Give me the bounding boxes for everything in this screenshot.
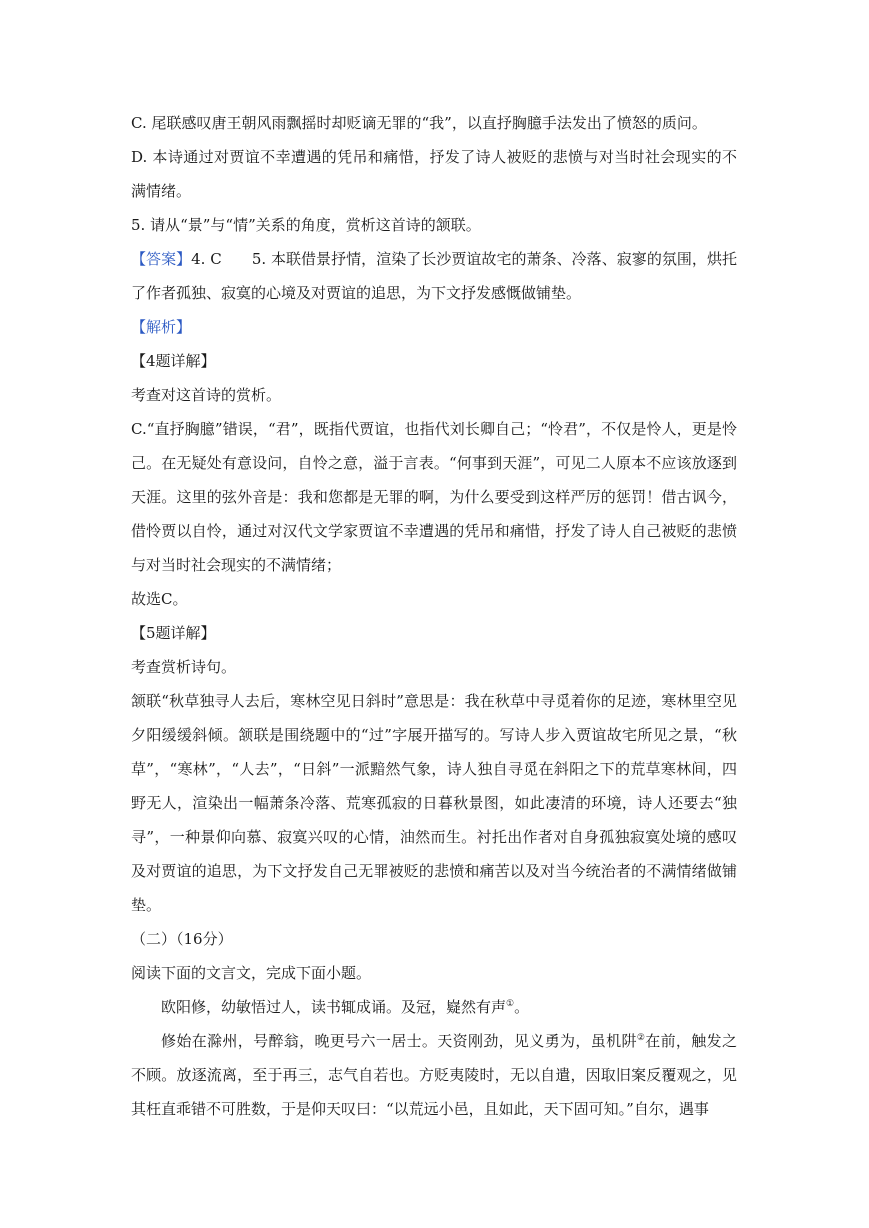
document-body bbox=[131, 106, 737, 1126]
question-5: 5. 请从“景”与“情”关系的角度，赏析这首诗的颔联。 bbox=[131, 216, 481, 234]
option-d: D. 本诗通过对贾谊不幸遭遇的凭吊和痛惜，抒发了诗人被贬的悲愤与对当时社会现实的不满情绪。 bbox=[131, 148, 737, 200]
answer-line bbox=[131, 242, 737, 310]
analysis-tag: 【解析】 bbox=[131, 318, 192, 336]
option-c: C. 尾联感叹唐王朝风雨飘摇时却贬谪无罪的“我”，以直抒胸臆手法发出了愤怒的质问。 bbox=[131, 114, 707, 132]
passage-1-text: 欧阳修，幼敏悟过人，读书辄成诵。及冠，嶷然有声 bbox=[161, 998, 507, 1016]
q4-heading: 【4题详解】 bbox=[131, 352, 216, 370]
passage-2-text-b: 在前，触发之不顾。放逐流离，至于再三，志气自若也。方贬夷陵时，无以自遣，因取旧案反覆观之，见其枉直乖错不可胜数，于是仰天叹曰：“以荒远小邑，且如此，天下固可知。”自尔，遇事 bbox=[131, 1032, 737, 1118]
passage-2-text-a: 修始在滁州，号醉翁，晚更号六一居士。天资刚劲，见义勇为，虽机阱 bbox=[161, 1032, 637, 1050]
q4-body: C.“直抒胸臆”错误，“君”，既指代贾谊，也指代刘长卿自己；“怜君”，不仅是怜人，更是怜己。在无疑处有意设问，自怜之意，溢于言表。“何事到天涯”，可见二人原本不应该放逐到天涯。这里的弦外音是：我和您都是无罪的啊，为什么要受到这样严厉的惩罚！借古讽今，借怜贾以自怜，通过对汉代文学家贾谊不幸遭遇的凭吊和痛惜，抒发了诗人自己被贬的悲愤与对当时社会现实的不满情绪； bbox=[131, 420, 737, 574]
q4-choice: 故选C。 bbox=[131, 590, 188, 608]
passage-paragraph-1 bbox=[131, 990, 737, 1024]
q5-intro: 考查赏析诗句。 bbox=[131, 658, 237, 676]
section-2-heading: （二）（16分） bbox=[131, 930, 233, 948]
passage-paragraph-2 bbox=[131, 1024, 737, 1126]
passage-1-end: 。 bbox=[514, 998, 530, 1016]
section-2-instruction: 阅读下面的文言文，完成下面小题。 bbox=[131, 964, 372, 982]
answer-tag: 【答案】 bbox=[131, 250, 192, 268]
footnote-marker-2: ② bbox=[636, 1033, 646, 1043]
answer-text: 4. C 5. 本联借景抒情，渲染了长沙贾谊故宅的萧条、冷落、寂寥的氛围，烘托了作者孤独、寂寞的心境及对贾谊的追思，为下文抒发感慨做铺垫。 bbox=[131, 250, 737, 302]
q5-heading: 【5题详解】 bbox=[131, 624, 216, 642]
q4-intro: 考查对这首诗的赏析。 bbox=[131, 386, 282, 404]
q5-body: 颔联“秋草独寻人去后，寒林空见日斜时”意思是：我在秋草中寻觅着你的足迹，寒林里空见夕阳缓缓斜倾。颔联是围绕题中的“过”字展开描写的。写诗人步入贾谊故宅所见之景，“秋草”，“寒林”，“人去”，“日斜”一派黯然气象，诗人独自寻觅在斜阳之下的荒草寒林间，四野无人，渲染出一幅萧条冷落、荒寒孤寂的日暮秋景图，如此凄清的环境，诗人还要去“独寻”，一种景仰向慕、寂寞兴叹的心情，油然而生。衬托出作者对自身孤独寂寞处境的感叹及对贾谊的追思，为下文抒发自己无罪被贬的悲愤和痛苦以及对当今统治者的不满情绪做铺垫。 bbox=[131, 692, 737, 914]
footnote-marker-1: ① bbox=[506, 999, 515, 1009]
